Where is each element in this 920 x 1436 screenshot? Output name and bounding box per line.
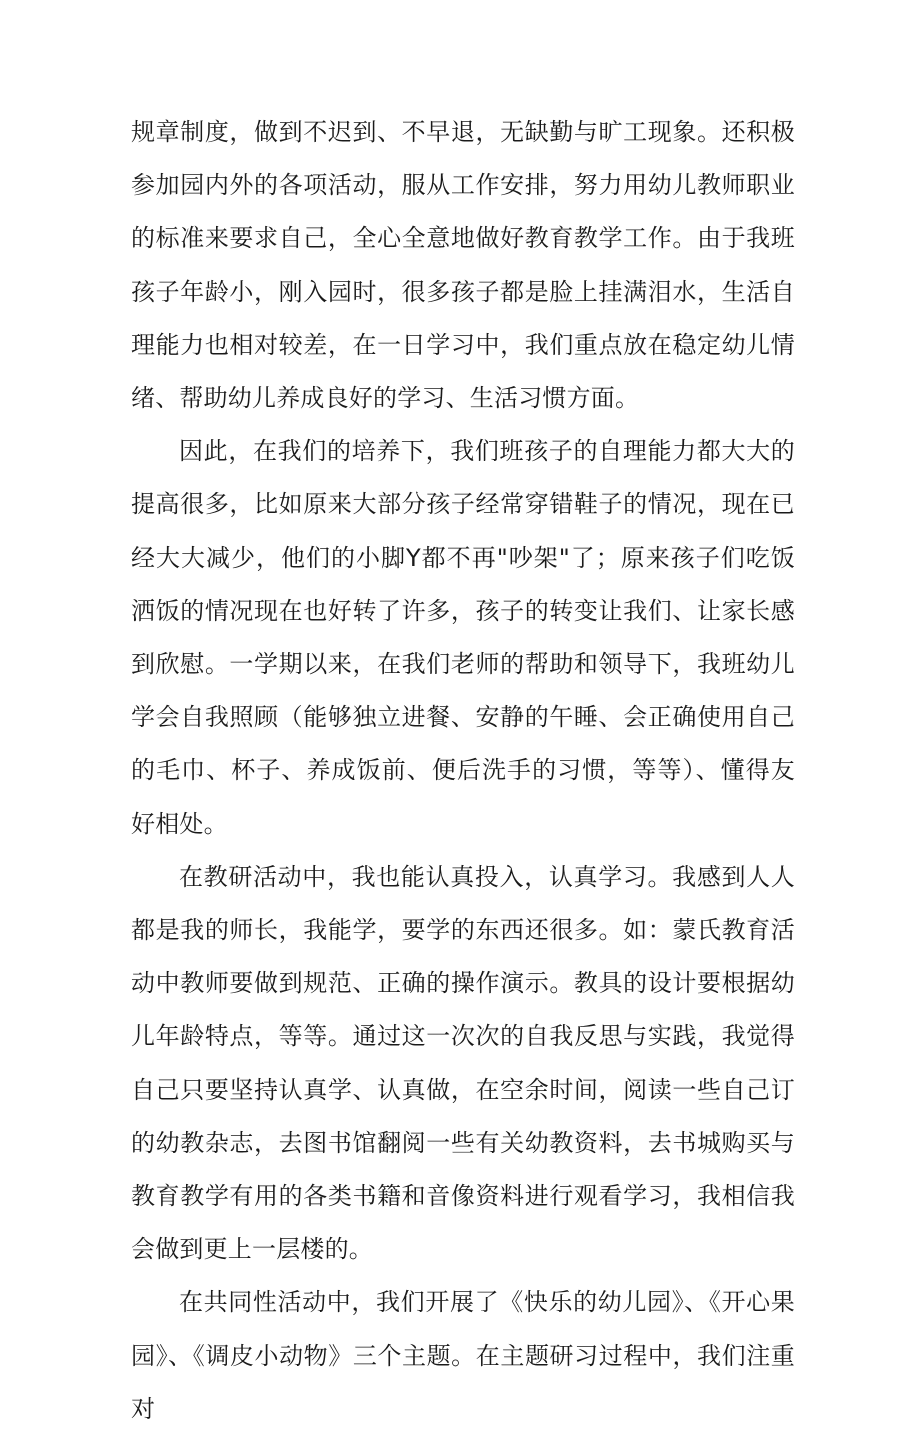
paragraph-teaching-research: 在教研活动中，我也能认真投入，认真学习。我感到人人都是我的师长，我能学，要学的东西还很多。如：蒙氏教育活动中教师要做到规范、正确的操作演示。教具的设计要根据幼儿年龄特点，等等。通过这一次次的自我反思与实践，我觉得自己只要坚持认真学、认真做，在空余时间，阅读一些自己订的幼教杂志，去图书馆翻阅一些有关幼教资料，去书城购买与教育教学有用的各类书籍和音像资料进行观看学习，我相信我会做到更上一层楼的。 bbox=[131, 862, 795, 1264]
paragraph-continuation: 规章制度，做到不迟到、不早退，无缺勤与旷工现象。还积极参加园内外的各项活动，服从工作安排，努力用幼儿教师职业的标准来要求自己，全心全意地做好教育教学工作。由于我班孩子年龄小，刚入园时，很多孩子都是脸上挂满泪水，生活自理能力也相对较差，在一日学习中，我们重点放在稳定幼儿情绪、帮助幼儿养成良好的学习、生活习惯方面。 bbox=[131, 118, 795, 413]
document-body bbox=[131, 106, 795, 1436]
paragraph-self-care-progress: 因此，在我们的培养下，我们班孩子的自理能力都大大的提高很多，比如原来大部分孩子经常穿错鞋子的情况，现在已经大大减少，他们的小脚Y都不再"吵架"了；原来孩子们吃饭洒饭的情况现在也好转了许多，孩子的转变让我们、让家长感到欣慰。一学期以来，在我们老师的帮助和领导下，我班幼儿学会自我照顾（能够独立进餐、安静的午睡、会正确使用自己的毛巾、杯子、养成饭前、便后洗手的习惯，等等）、懂得友好相处。 bbox=[131, 437, 795, 838]
paragraph-common-activities: 在共同性活动中，我们开展了《快乐的幼儿园》、《开心果园》、《调皮小动物》三个主题。在主题研习过程中，我们注重对 bbox=[131, 1288, 795, 1423]
